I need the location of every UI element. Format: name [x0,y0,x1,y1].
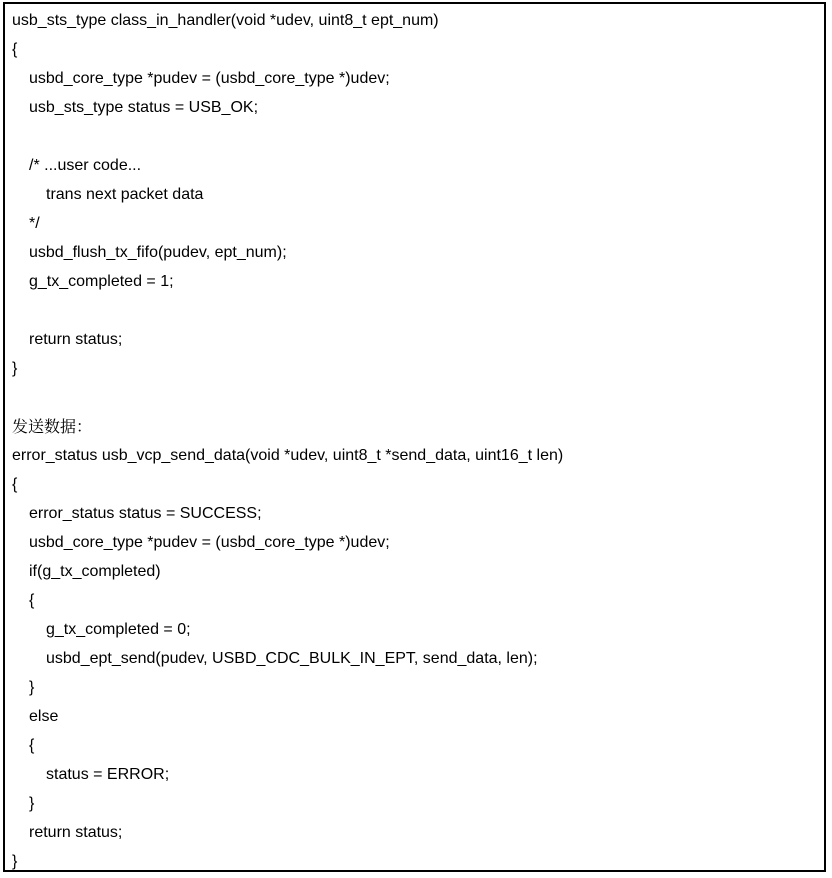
code-line: g_tx_completed = 1; [29,273,174,290]
code-line: } [29,679,35,696]
code-line: usbd_ept_send(pudev, USBD_CDC_BULK_IN_EPT, send_data, len); [46,650,538,667]
code-line: } [12,853,18,870]
code-line: usbd_flush_tx_fifo(pudev, ept_num); [29,244,287,261]
code-line: { [12,476,18,493]
code-comment-line: /* ...user code... [29,157,142,174]
code-line: g_tx_completed = 0; [46,621,191,638]
code-line: usbd_core_type *pudev = (usbd_core_type *)udev; [29,70,390,87]
code-comment-line: */ [29,215,40,232]
code-line: { [29,592,35,609]
code-line: usb_sts_type class_in_handler(void *udev, uint8_t ept_num) [12,12,439,29]
code-line: } [12,360,18,377]
code-line: { [12,41,18,58]
code-line: return status; [29,824,123,841]
code-block [3,2,826,872]
code-line: error_status status = SUCCESS; [29,505,262,522]
code-line: } [29,795,35,812]
code-line: else [29,708,59,725]
code-line: { [29,737,35,754]
code-comment-line: trans next packet data [46,186,204,203]
section-heading: 发送数据： [12,417,93,436]
code-line: return status; [29,331,123,348]
code-line: error_status usb_vcp_send_data(void *udev, uint8_t *send_data, uint16_t len) [12,447,564,464]
code-line: status = ERROR; [46,766,170,783]
code-line: if(g_tx_completed) [29,563,161,580]
code-line: usbd_core_type *pudev = (usbd_core_type *)udev; [29,534,390,551]
code-line: usb_sts_type status = USB_OK; [29,99,259,116]
